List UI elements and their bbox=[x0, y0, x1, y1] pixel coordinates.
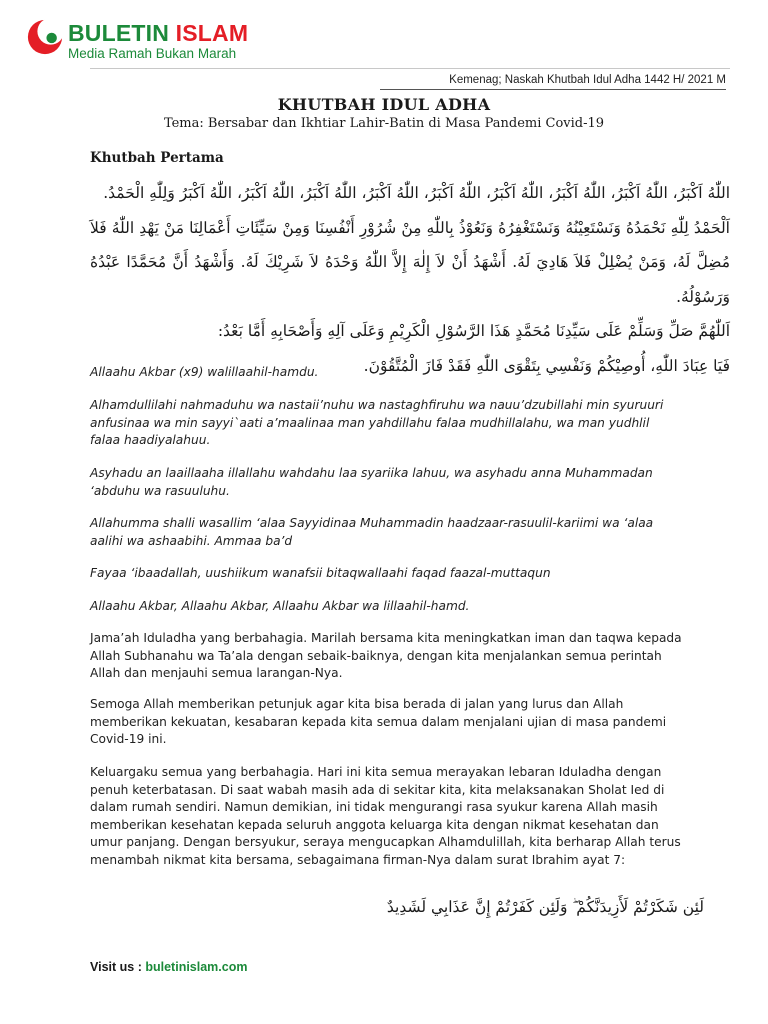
transliteration-takbir: Allaahu Akbar (x9) walillaahil-hamdu. bbox=[90, 365, 319, 379]
document-theme: Tema: Bersabar dan Ikhtiar Lahir-Batin di Masa Pandemi Covid-19 bbox=[163, 116, 605, 131]
transliteration-wasiat: Fayaa ‘ibaadallah, uushiikum wanafsii bitaqwallaahi faqad faazal-muttaqun bbox=[90, 566, 551, 580]
section-heading: Khutbah Pertama bbox=[90, 150, 224, 166]
body-paragraph-3: Keluargaku semua yang berbahagia. Hari ini kita semua merayakan lebaran Iduladha dengan penuh keterbatasan. Di saat wabah masih ada di sekitar kita, kita melaksanakan Sholat Ied di dalam rumah sendiri. Namun demikian, ini tidak mengurangi rasa syukur karena Allah masih memberikan kesehatan kepada seluruh anggota keluarga kita dengan nikmat kesehatan dan umur panjang. Dengan bersyukur, seraya mengucapkan Alhamdulillah, kita berharap Allah terus menambah nikmat kita bersama, sebagaimana firman-Nya dalam surat Ibrahim ayat 7: bbox=[90, 765, 681, 867]
header-divider bbox=[90, 68, 730, 69]
arabic-wasiat-line: فَيَا عِبَادَ اللّٰهِ، أُوصِيْكُمْ وَنَفْسِي بِتَقْوَى اللّٰهِ فَقَدْ فَازَ الْمُتَّقُوْنَ. bbox=[363, 356, 730, 375]
brand-logo bbox=[26, 16, 286, 64]
arabic-opening-block bbox=[90, 176, 730, 383]
brand-tagline: Media Ramah Bukan Marah bbox=[68, 46, 237, 61]
arabic-shalawat-line: اَللّٰهُمَّ صَلِّ وَسَلِّمْ عَلَى سَيِّدِنَا مُحَمَّدٍ هَذَا الرَّسُوْلِ الْكَرِيْمِ وَعَلَى آلِهِ وَأَصْحَابِهِ أَمَّا بَعْدُ: bbox=[217, 322, 730, 340]
body-paragraph-1: Jama’ah Iduladha yang berbahagia. Marilah bersama kita meningkatkan iman dan taqwa kepada Allah Subhanahu wa Ta’ala dengan sebaik-baiknya, dengan kita menjalankan semua perintah Allah dan menjauhi semua larangan-Nya. bbox=[90, 631, 682, 681]
arabic-hamdalah-paragraph: اَلْحَمْدُ لِلّٰهِ نَحْمَدُهُ وَنَسْتَعِيْنُهُ وَنَسْتَغْفِرُهُ وَنَعُوْذُ بِاللّٰهِ مِنْ شُرُوْرِ أَنْفُسِنَا وَمِنْ سَيِّئَاتِ أَعْمَالِنَا مَنْ يَهْدِ اللّٰهُ فَلاَ مُضِلَّ لَهُ، وَمَنْ يُضْلِلْ فَلاَ هَادِيَ لَهُ. أَشْهَدُ أَنْ لاَ إِلٰهَ إِلاَّ اللّٰهُ وَحْدَهُ لاَ شَرِيْكَ لَهُ. وَأَشْهَدُ أَنَّ مُحَمَّدًا عَبْدُهُ وَرَسُوْلُهُ. bbox=[90, 218, 730, 306]
source-underline bbox=[380, 89, 726, 90]
body-paragraph-2: Semoga Allah memberikan petunjuk agar kita bisa berada di jalan yang lurus dan Allah memberikan kekuatan, kesabaran kepada kita semua dalam menjalani ujian di masa pandemi Covid-19 ini. bbox=[90, 697, 667, 747]
source-citation: Kemenag; Naskah Khutbah Idul Adha 1442 H/ 2021 M bbox=[449, 74, 726, 86]
arabic-takbir-line: اللّٰهُ اَكْبَرُ، اللّٰهُ اَكْبَرُ، اللّٰهُ اَكْبَرُ، اللّٰهُ اَكْبَرُ، اللّٰهُ اَكْبَرُ، اللّٰهُ اَكْبَرُ، اللّٰهُ اَكْبَرُ، اللّٰهُ اَكْبَرُ، اللّٰهُ اَكْبَرُ وَلِلّٰهِ الْحَمْدُ. bbox=[103, 184, 730, 202]
footer-label: Visit us : bbox=[90, 960, 142, 974]
transliteration-syahadat: Asyhadu an laaillaaha illallahu wahdahu laa syariika lahuu, wa asyhadu anna Muhammadan ‘abduhu wa rasuuluhu. bbox=[90, 466, 653, 498]
transliteration-shalawat: Allahumma shalli wasallim ‘alaa Sayyidinaa Muhammadin haadzaar-rasuulil-kariimi wa ‘alaa aalihi wa ashaabihi. Ammaa ba’d bbox=[90, 516, 654, 548]
crescent-moon-icon bbox=[26, 18, 64, 56]
transliteration-closing-takbir: Allaahu Akbar, Allaahu Akbar, Allaahu Akbar wa lillaahil-hamd. bbox=[90, 599, 470, 613]
brand-name bbox=[68, 20, 248, 47]
quran-verse-ibrahim-7: لَئِن شَكَرْتُمْ لَأَزِيدَنَّكُمْ ۖ وَلَئِن كَفَرْتُمْ إِنَّ عَذَابِي لَشَدِيدٌ bbox=[386, 898, 704, 916]
footer bbox=[90, 960, 247, 974]
transliteration-hamdalah: Alhamdullilahi nahmaduhu wa nastaii’nuhu wa nastaghfiruhu wa nauu’dzubillahi min syuruuri anfusinaa wa min sayyi`aati a’maalinaa man yahdillahu falaa mudhillalahu, wa man yudhlil falaa haadiyalahuu. bbox=[90, 398, 664, 447]
brand-name-part2: ISLAM bbox=[175, 20, 249, 46]
website-link[interactable]: buletinislam.com bbox=[145, 960, 248, 974]
brand-name-part1: BULETIN bbox=[68, 20, 170, 46]
document-title: KHUTBAH IDUL ADHA bbox=[277, 95, 491, 114]
